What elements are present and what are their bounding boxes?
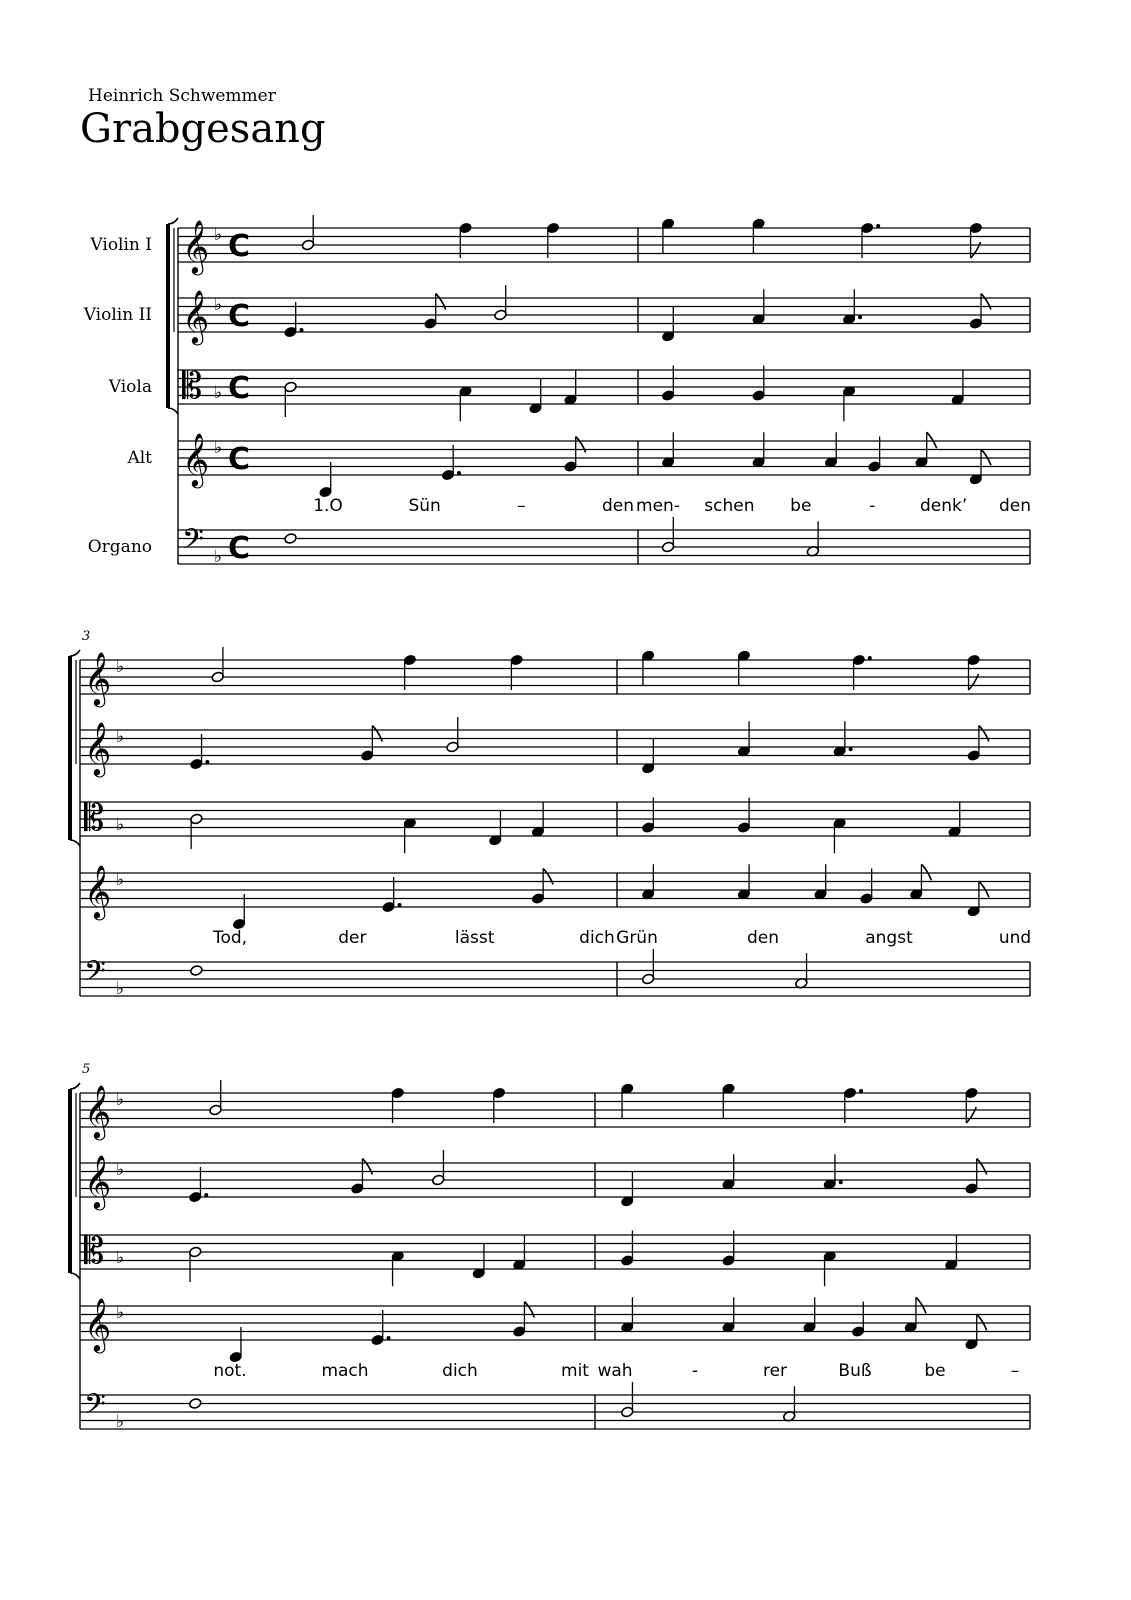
lyric-syllable: den	[998, 496, 1032, 516]
bass-clef-icon: 𝄢	[182, 523, 204, 563]
note-flag	[921, 864, 931, 880]
key-signature-flat-icon: ♭	[116, 1090, 125, 1110]
time-signature: C	[228, 229, 251, 264]
lyric-syllable: mach	[321, 1361, 369, 1381]
alto-clef-icon: 𝄡	[84, 1231, 105, 1272]
dot	[205, 760, 209, 764]
key-signature-flat-icon: ♭	[116, 1303, 125, 1323]
measure-number: 5	[82, 1062, 91, 1077]
lyric-syllable: lässt	[454, 928, 495, 948]
key-signature-flat-icon: ♭	[116, 657, 125, 677]
lyric-syllable: men-	[636, 496, 680, 516]
treble-clef-icon: 𝄞	[84, 651, 112, 705]
key-signature-flat-icon: ♭	[214, 225, 223, 245]
time-signature: C	[228, 442, 251, 477]
measure-number: 3	[82, 629, 91, 644]
key-signature-flat-icon: ♭	[116, 1248, 125, 1268]
treble-clef-icon: 𝄞	[84, 1154, 112, 1208]
note-head	[284, 533, 297, 545]
dot	[300, 328, 304, 332]
lyric-syllable: den	[601, 496, 635, 516]
lyric-syllable: angst	[865, 928, 913, 948]
dot	[876, 224, 880, 228]
dot	[849, 747, 853, 751]
key-signature-flat-icon: ♭	[214, 295, 223, 315]
dot	[839, 1180, 843, 1184]
system-3	[70, 1062, 1030, 1432]
note-flag	[979, 881, 989, 897]
lyric-syllable: 1.O	[313, 496, 343, 516]
time-signature: C	[228, 531, 251, 566]
treble-clef-icon: 𝄞	[182, 289, 210, 343]
note-head	[189, 1398, 202, 1410]
key-signature-flat-icon: ♭	[116, 979, 125, 999]
lyric-syllable: dich	[579, 928, 615, 948]
note-head	[190, 965, 203, 977]
lyric-syllable: be	[790, 496, 812, 516]
bass-clef-icon: 𝄢	[84, 1388, 106, 1428]
lyric-syllable: der	[338, 928, 367, 948]
instrument-label: Alt	[127, 448, 152, 468]
key-signature-flat-icon: ♭	[214, 547, 223, 567]
alto-clef-icon: 𝄡	[84, 798, 105, 839]
lyric-syllable: Tod,	[212, 928, 248, 948]
dot	[398, 903, 402, 907]
key-signature-flat-icon: ♭	[214, 438, 223, 458]
instrument-label: Viola	[108, 377, 152, 397]
lyric-syllable: -	[691, 1361, 699, 1381]
lyric-syllable: -	[869, 496, 876, 516]
treble-clef-icon: 𝄞	[84, 721, 112, 775]
lyric-syllable: und	[998, 928, 1032, 948]
lyric-syllable: dich	[442, 1361, 478, 1381]
lyric-syllable: rer	[762, 1361, 788, 1381]
note-flag	[981, 449, 991, 465]
lyric-syllable: –	[1010, 1361, 1020, 1381]
dot	[457, 471, 461, 475]
dot	[859, 1089, 863, 1093]
note-flag	[927, 432, 937, 448]
instrument-label: Violin I	[90, 235, 152, 255]
note-flag	[916, 1297, 926, 1313]
key-signature-flat-icon: ♭	[116, 1160, 125, 1180]
lyric-syllable: denk’	[919, 496, 968, 516]
lyric-syllable: Sün	[408, 496, 441, 516]
lyric-syllable: den	[746, 928, 780, 948]
alto-clef-icon: 𝄡	[182, 366, 203, 407]
instrument-label: Violin II	[83, 305, 152, 325]
time-signature: C	[228, 299, 251, 334]
time-signature: C	[228, 371, 251, 406]
dot	[204, 1193, 208, 1197]
lyric-syllable: mit	[561, 1361, 589, 1381]
key-signature-flat-icon: ♭	[116, 815, 125, 835]
note-flag	[977, 1314, 987, 1330]
key-signature-flat-icon: ♭	[116, 727, 125, 747]
key-signature-flat-icon: ♭	[116, 1412, 125, 1432]
lyric-syllable: –	[517, 496, 526, 516]
lyric-syllable: wah	[597, 1361, 633, 1381]
treble-clef-icon: 𝄞	[84, 1297, 112, 1351]
system-2	[70, 629, 1031, 999]
lyric-syllable: Buß	[838, 1361, 872, 1381]
lyric-syllable: be	[924, 1361, 946, 1381]
dot	[868, 656, 872, 660]
lyric-syllable: schen	[704, 496, 755, 516]
dot	[858, 315, 862, 319]
composer: Heinrich Schwemmer	[88, 86, 276, 106]
key-signature-flat-icon: ♭	[214, 383, 223, 403]
lyric-syllable: Grün	[616, 928, 658, 948]
treble-clef-icon: 𝄞	[182, 432, 210, 486]
key-signature-flat-icon: ♭	[116, 870, 125, 890]
treble-clef-icon: 𝄞	[182, 219, 210, 273]
page-title: Grabgesang	[80, 106, 326, 152]
system-1	[83, 215, 1031, 567]
instrument-label: Organo	[87, 537, 152, 557]
treble-clef-icon: 𝄞	[84, 1084, 112, 1138]
treble-clef-icon: 𝄞	[84, 864, 112, 918]
lyric-syllable: not.	[213, 1361, 247, 1381]
bass-clef-icon: 𝄢	[84, 955, 106, 995]
dot	[387, 1336, 391, 1340]
